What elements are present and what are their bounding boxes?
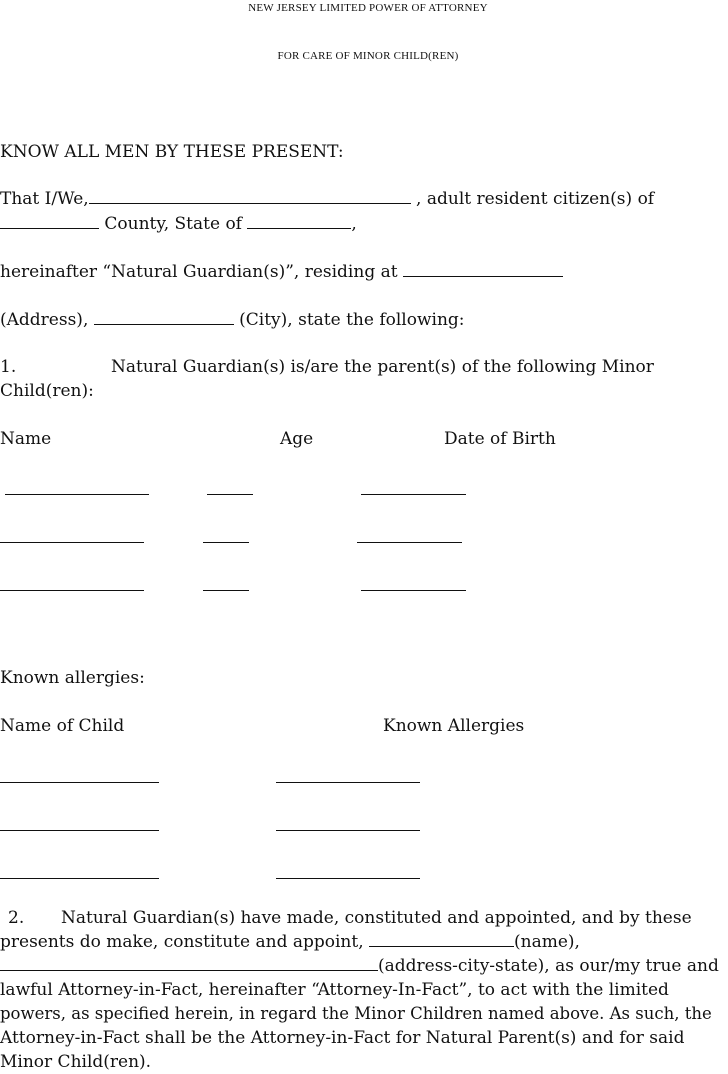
section2-line7: Minor Child(ren). xyxy=(0,1052,152,1072)
attorney-name-blank[interactable] xyxy=(369,932,514,947)
document-title-line1: NEW JERSEY LIMITED POWER OF ATTORNEY xyxy=(248,2,488,14)
column-age-header: Age xyxy=(280,429,314,449)
document-title-line2: FOR CARE OF MINOR CHILD(REN) xyxy=(277,50,459,62)
child1-name-blank[interactable] xyxy=(5,494,149,495)
allergies-heading: Known allergies: xyxy=(0,668,145,688)
section2-line3 xyxy=(0,954,719,978)
section2-line5: powers, as specified herein, in regard the Minor Children named above. As such, the xyxy=(0,1004,712,1023)
section2-line1: Natural Guardian(s) have made, constituted and appointed, and by these xyxy=(61,908,692,928)
that-prefix: That I/We, xyxy=(0,189,89,209)
county-end: , xyxy=(351,214,357,234)
that-suffix: , adult resident citizen(s) of xyxy=(410,189,655,209)
column-child-header: Name of Child xyxy=(0,716,125,736)
know-all-heading: KNOW ALL MEN BY THESE PRESENT: xyxy=(0,142,344,162)
attorney-address-blank[interactable] xyxy=(0,956,378,971)
county-line xyxy=(0,212,357,236)
section2-number: 2. xyxy=(8,908,25,928)
allergy3-child-blank[interactable] xyxy=(0,878,159,879)
section1-text-b: Child(ren): xyxy=(0,381,94,401)
city-blank[interactable] xyxy=(94,310,234,325)
child1-age-blank[interactable] xyxy=(207,494,253,495)
hereinafter-text: hereinafter “Natural Guardian(s)”, residing at xyxy=(0,262,403,282)
section2-line2 xyxy=(0,930,580,954)
county-label: County, State of xyxy=(99,214,248,234)
address-line xyxy=(0,308,465,332)
residing-line xyxy=(0,260,563,284)
county-blank[interactable] xyxy=(0,214,99,229)
child1-dob-blank[interactable] xyxy=(361,494,466,495)
column-dob-header: Date of Birth xyxy=(444,429,556,449)
child2-age-blank[interactable] xyxy=(203,542,249,543)
child3-name-blank[interactable] xyxy=(0,590,144,591)
section2-line2-text: presents do make, constitute and appoint, xyxy=(0,932,370,952)
child3-age-blank[interactable] xyxy=(203,590,249,591)
column-name-header: Name xyxy=(0,429,52,449)
allergy2-child-blank[interactable] xyxy=(0,830,159,831)
guardian-name-blank[interactable] xyxy=(89,189,411,204)
allergy3-allergy-blank[interactable] xyxy=(276,878,420,879)
state-blank[interactable] xyxy=(247,214,351,229)
residence-blank[interactable] xyxy=(403,262,563,277)
child2-name-blank[interactable] xyxy=(0,542,144,543)
child2-dob-blank[interactable] xyxy=(357,542,462,543)
allergy1-child-blank[interactable] xyxy=(0,782,159,783)
allergy1-allergy-blank[interactable] xyxy=(276,782,420,783)
section2-line2-end: (name), xyxy=(514,932,580,952)
child3-dob-blank[interactable] xyxy=(361,590,466,591)
section2-line3-text: (address-city-state), as our/my true and xyxy=(378,956,719,976)
section1-number: 1. xyxy=(0,357,17,377)
that-line xyxy=(0,187,654,211)
section2-line6: Attorney-in-Fact shall be the Attorney-in-Fact for Natural Parent(s) and for said xyxy=(0,1028,685,1048)
city-label: (City), state the following: xyxy=(233,310,465,330)
allergy2-allergy-blank[interactable] xyxy=(276,830,420,831)
address-label: (Address), xyxy=(0,310,94,330)
column-allergies-header: Known Allergies xyxy=(383,716,525,736)
section1-text-a: Natural Guardian(s) is/are the parent(s) of the following Minor xyxy=(111,357,654,377)
section2-line4: lawful Attorney-in-Fact, hereinafter “Attorney-In-Fact”, to act with the limited xyxy=(0,980,669,1000)
